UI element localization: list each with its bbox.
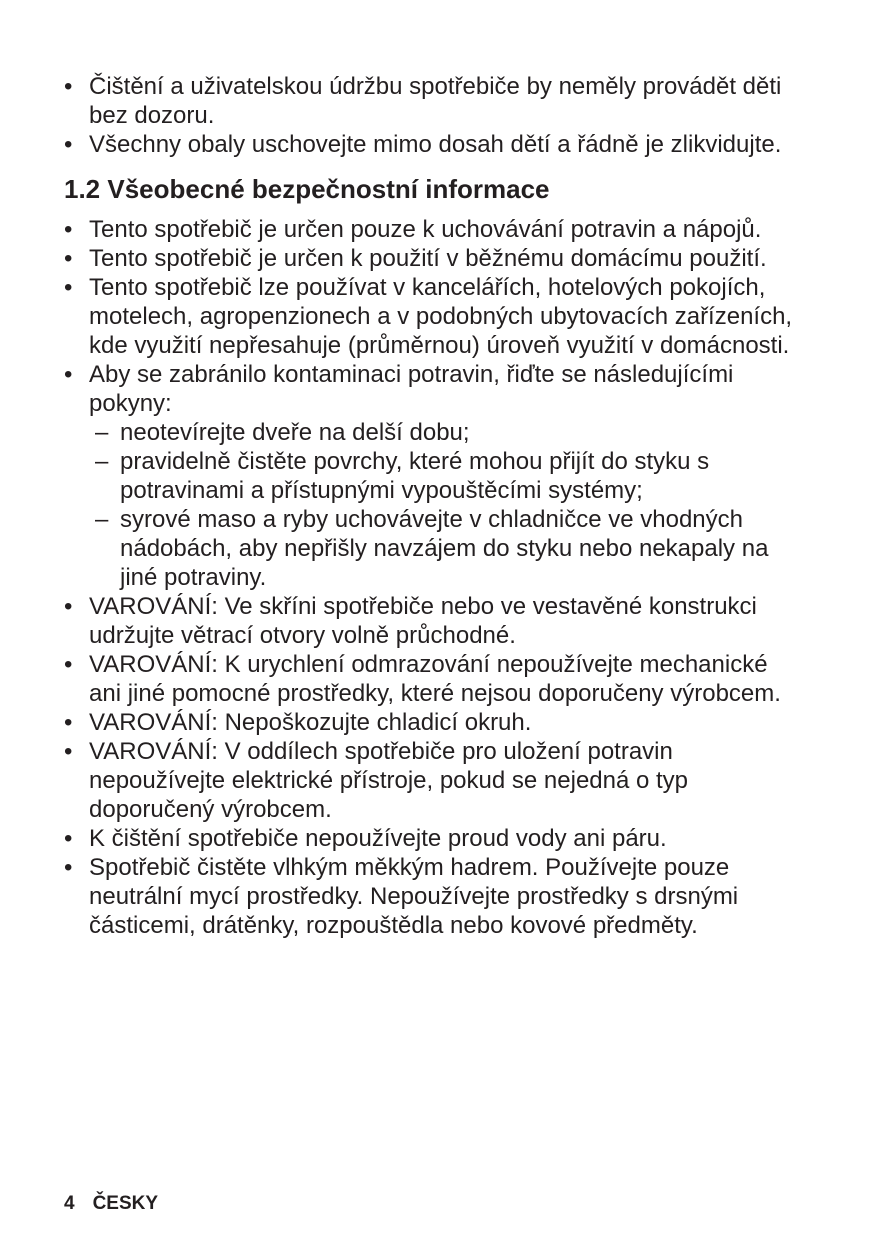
list-item: • VAROVÁNÍ: Ve skříni spotřebiče nebo ve vestavěné konstrukci udržujte větrací otvory volně průchodné. [64, 592, 804, 650]
list-item: • Tento spotřebič lze používat v kancelářích, hotelových pokojích, motelech, agropenzionech a v podobných ubytovacích zařízeních, kde využití nepřesahuje (průměrnou) úroveň využití v domácnosti. [64, 273, 804, 360]
list-item: • Tento spotřebič je určen k použití v běžnému domácímu použití. [64, 244, 804, 273]
sub-list-item: – neotevírejte dveře na delší dobu; [89, 418, 804, 447]
document-page [64, 72, 804, 940]
section-heading: 1.2 Všeobecné bezpečnostní informace [64, 174, 550, 204]
list-item: • Tento spotřebič je určen pouze k uchovávání potravin a nápojů. [64, 215, 804, 244]
list-item: • VAROVÁNÍ: K urychlení odmrazování nepoužívejte mechanické ani jiné pomocné prostředky, které nejsou doporučeny výrobcem. [64, 650, 804, 708]
list-item: • K čištění spotřebiče nepoužívejte proud vody ani páru. [64, 824, 804, 853]
intro-list [64, 72, 804, 159]
list-item: • Spotřebič čistěte vlhkým měkkým hadrem. Používejte pouze neutrální mycí prostředky. Nepoužívejte prostředky s drsnými částicemi, drátěnky, rozpouštědla nebo kovové předměty. [64, 853, 804, 940]
sub-list [89, 418, 804, 592]
list-item-text: Aby se zabránilo kontaminaci potravin, řiďte se následujícími pokyny: [89, 361, 734, 417]
list-item: • Čištění a uživatelskou údržbu spotřebiče by neměly provádět děti bez dozoru. [64, 72, 804, 130]
list-item: • Všechny obaly uschovejte mimo dosah dětí a řádně je zlikvidujte. [64, 130, 804, 159]
sub-list-item: – pravidelně čistěte povrchy, které mohou přijít do styku s potravinami a přístupnými vypouštěcími systémy; [89, 447, 804, 505]
list-item: • VAROVÁNÍ: Nepoškozujte chladicí okruh. [64, 708, 804, 737]
list-item: • VAROVÁNÍ: V oddílech spotřebiče pro uložení potravin nepoužívejte elektrické přístroje, pokud se nejedná o typ doporučený výrobcem. [64, 737, 804, 824]
sub-list-item: – syrové maso a ryby uchovávejte v chladničce ve vhodných nádobách, aby nepřišly navzájem do styku nebo nekapaly na jiné potraviny. [89, 505, 804, 592]
footer-language: ČESKY [92, 1193, 159, 1214]
page-footer [64, 1192, 158, 1216]
list-item-with-sublist [64, 360, 804, 592]
safety-list [64, 215, 804, 940]
page-number: 4 [64, 1193, 75, 1214]
